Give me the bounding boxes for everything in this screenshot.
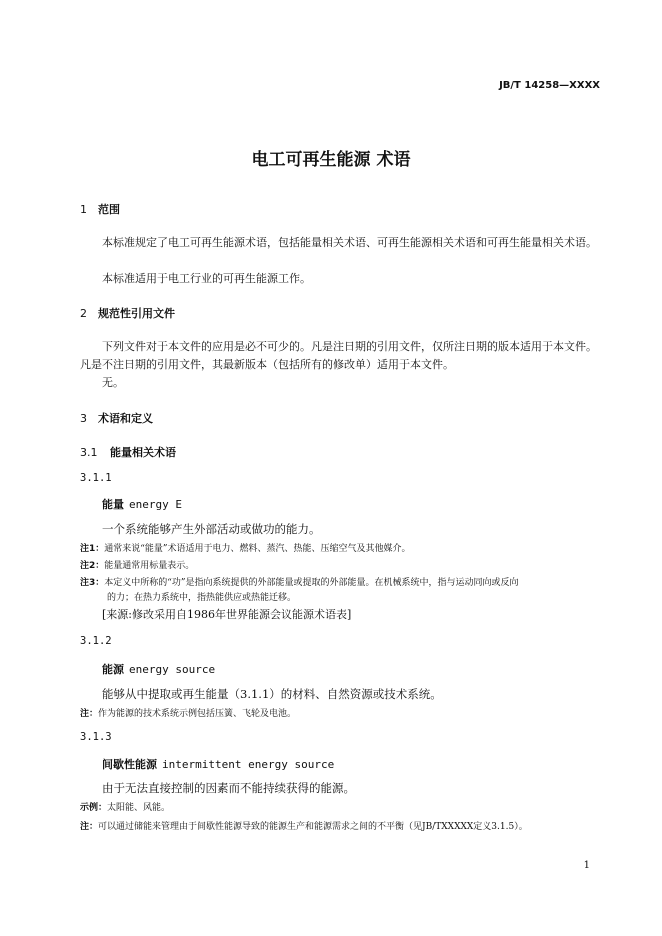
term-zh: 能源 (102, 663, 124, 676)
term-definition: 一个系统能够产生外部活动或做功的能力。 (102, 522, 321, 536)
term-source: [来源:修改采用自1986年世界能源会议能源术语表] (102, 608, 352, 621)
standard-code: JB/T 14258—XXXX (499, 80, 600, 91)
term-zh: 间歇性能源 (102, 758, 157, 771)
term-en: intermittent energy source (162, 758, 335, 771)
term-en: energy E (129, 498, 182, 511)
document-title: 电工可再生能源 术语 (251, 150, 411, 170)
term-number: 3.1.3 (80, 731, 112, 743)
note-text: 通常来说“能量”术语适用于电力、燃料、蒸汽、热能、压缩空气及其他媒介。 (104, 544, 411, 554)
term-example (80, 800, 170, 813)
normative-references-paragraph: 下列文件对于本文件的应用是必不可少的。凡是注日期的引用文件，仅所注日期的版本适用于本文件。凡是不注日期的引用文件，其最新版本（包括所有的修改单）适用于本文件。 (80, 340, 597, 371)
section-2-heading (80, 305, 175, 321)
section-number: 3 (80, 412, 87, 425)
example-label: 示例： (80, 803, 108, 813)
term-zh: 能量 (102, 498, 124, 511)
term-note (80, 706, 296, 719)
note-text: 本定义中所称的“功”是指向系统提供的外部能量或提取的外部能量。在机械系统中，指与运动同向或反向 (104, 578, 519, 588)
page-number: 1 (583, 860, 590, 871)
term-number: 3.1.2 (80, 635, 112, 647)
section-1-heading (80, 201, 120, 217)
note-label: 注3： (80, 578, 105, 588)
note-label: 注： (80, 709, 99, 719)
term-heading (102, 661, 215, 677)
section-title: 规范性引用文件 (98, 307, 175, 320)
term-number: 3.1.1 (80, 472, 112, 484)
term-note (80, 558, 194, 571)
note-label: 注1： (80, 544, 105, 554)
term-heading (102, 756, 334, 772)
term-en: energy source (129, 663, 216, 676)
section-title: 术语和定义 (98, 412, 153, 425)
section-number: 1 (80, 203, 87, 216)
term-note (80, 819, 528, 832)
subsection-3-1-heading (80, 444, 176, 460)
term-definition: 能够从中提取或再生能量（3.1.1）的材料、自然资源或技术系统。 (102, 687, 442, 701)
section-number: 2 (80, 307, 87, 320)
scope-paragraph-1: 本标准规定了电工可再生能源术语，包括能量相关术语、可再生能源相关术语和可再生能量相关术语。 (102, 236, 597, 249)
normative-references-none: 无。 (102, 376, 124, 389)
section-title: 范围 (98, 203, 120, 216)
note-text: 可以通过储能来管理由于间歇性能源导致的能源生产和能源需求之间的不平衡（见JB/TXXXXX定义3.1.5）。 (98, 822, 528, 832)
term-note (80, 541, 410, 554)
note-text: 作为能源的技术系统示例包括压簧、飞轮及电池。 (98, 709, 297, 719)
term-note (80, 575, 518, 588)
term-definition: 由于无法直接控制的因素而不能持续获得的能源。 (102, 781, 355, 795)
term-note-continuation: 的力；在热力系统中，指热能供应或热能迁移。 (107, 593, 297, 603)
term-heading (102, 496, 182, 512)
subsection-number: 3.1 (80, 446, 98, 459)
note-label: 注2： (80, 561, 105, 571)
note-label: 注： (80, 822, 99, 832)
subsection-title: 能量相关术语 (110, 446, 176, 459)
section-3-heading (80, 410, 153, 426)
scope-paragraph-2: 本标准适用于电工行业的可再生能源工作。 (102, 272, 311, 285)
note-text: 能量通常用标量表示。 (104, 561, 195, 571)
example-text: 太阳能、风能。 (107, 803, 171, 813)
